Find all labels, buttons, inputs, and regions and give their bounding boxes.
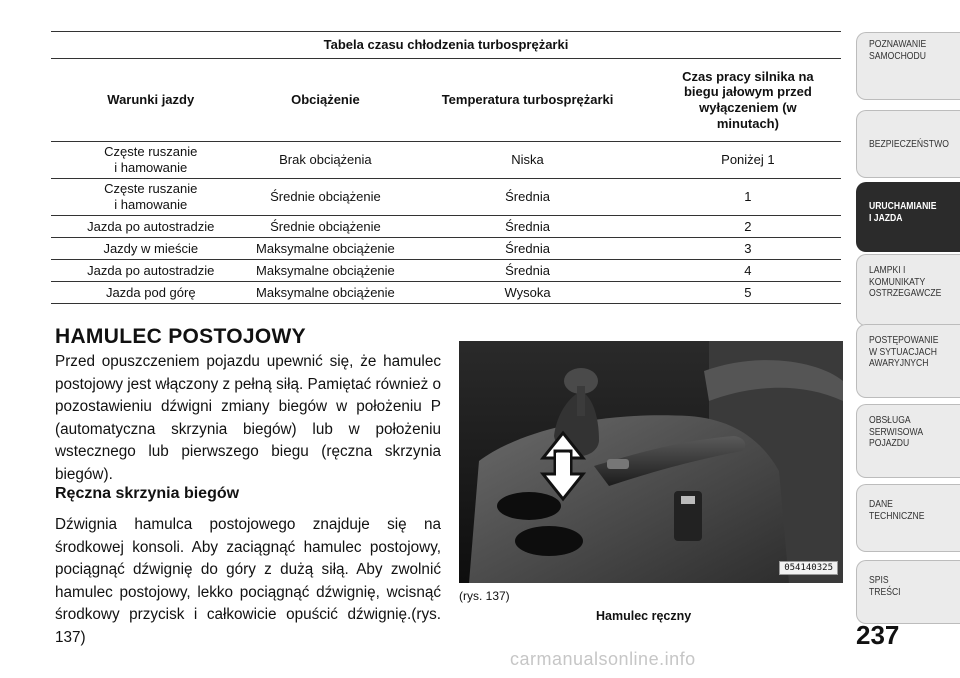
tab-warning-lights[interactable] (856, 254, 960, 326)
section-title: HAMULEC POSTOJOWY (55, 325, 306, 348)
table-cell: Średnia (400, 238, 655, 260)
header-idle-time: Czas pracy silnika na biegu jałowym przed wyłączeniem (w minutach) (655, 59, 841, 142)
tab-label: POSTĘPOWANIE W SYTUACJACH AWARYJNYCH (869, 334, 939, 369)
table-row (51, 179, 841, 216)
table-cell: Brak obciążenia (251, 142, 401, 179)
tab-label: LAMPKI I KOMUNIKATY OSTRZEGAWCZE (869, 264, 942, 299)
tab-starting-and-driving[interactable] (856, 182, 960, 252)
table-cell: Jazda po autostradzie (51, 216, 251, 238)
table-cell: Poniżej 1 (655, 142, 841, 179)
tab-label: BEZPIECZEŃSTWO (869, 138, 949, 150)
tab-getting-to-know-car[interactable] (856, 32, 960, 100)
table-cell: Częste ruszanie i hamowanie (51, 179, 251, 216)
table-cell: Średnia (400, 179, 655, 216)
table-cell: Jazda pod górę (51, 282, 251, 304)
intro-paragraph: Przed opuszczeniem pojazdu upewnić się, że hamulec postojowy jest włączony z pełną siłą. Pamiętać również o pozostawieniu dźwigni zmiany biegów w położeniu P (automatyczna skrzynia biegów) lub w położeniu wstecznego lub pierwszego biegu (ręczna skrzynia biegów). (55, 353, 441, 483)
table-cell: Jazda po autostradzie (51, 260, 251, 282)
page-number: 237 (856, 620, 900, 650)
watermark: carmanualsonline.info (510, 649, 696, 669)
header-turbo-temperature: Temperatura turbosprężarki (400, 59, 655, 142)
body-paragraph: Dźwignia hamulca postojowego znajduje się na środkowej konsoli. Aby zaciągnąć hamulec postojowy, pociągnąć dźwignię do góry z dużą siłą. Aby zwolnić hamulec postojowy, lekko pociągnąć dźwignię, wcisnąć środkowy przycisk i całkowicie opuścić dźwignię.(rys. 137) (55, 516, 441, 646)
tab-emergencies[interactable] (856, 324, 960, 398)
tab-contents[interactable] (856, 560, 960, 624)
table-cell: Średnie obciążenie (251, 216, 401, 238)
tab-label: URUCHAMIANIE I JAZDA (869, 200, 937, 224)
table-cell: Maksymalne obciążenie (251, 282, 401, 304)
tab-label: DANE TECHNICZNE (869, 498, 925, 522)
table-cell: Jazdy w mieście (51, 238, 251, 260)
table-cell: Częste ruszanie i hamowanie (51, 142, 251, 179)
table-cell: 5 (655, 282, 841, 304)
table-cell: 1 (655, 179, 841, 216)
figure-title: Hamulec ręczny (596, 609, 692, 623)
tab-label: POZNAWANIE SAMOCHODU (869, 38, 927, 62)
table-row (51, 260, 841, 282)
tab-technical-data[interactable] (856, 484, 960, 552)
table-cell: Wysoka (400, 282, 655, 304)
table-row (51, 216, 841, 238)
table-caption: Tabela czasu chłodzenia turbosprężarki (51, 32, 841, 59)
table-cell: 3 (655, 238, 841, 260)
tab-label: OBSŁUGA SERWISOWA POJAZDU (869, 414, 924, 449)
figure-code: 054140325 (779, 561, 838, 575)
header-driving-conditions: Warunki jazdy (51, 59, 251, 142)
table-row (51, 238, 841, 260)
table-cell: Średnia (400, 260, 655, 282)
tab-safety[interactable] (856, 110, 960, 178)
table-cell: 2 (655, 216, 841, 238)
figure-label: (rys. 137) (459, 589, 510, 603)
table-cell: Niska (400, 142, 655, 179)
table-row (51, 282, 841, 304)
subsection-title: Ręczna skrzynia biegów (55, 485, 240, 502)
tab-maintenance[interactable] (856, 404, 960, 478)
table-row (51, 142, 841, 179)
table-cell: Średnia (400, 216, 655, 238)
table-cell: Średnie obciążenie (251, 179, 401, 216)
table-cell: 4 (655, 260, 841, 282)
handbrake-photo (459, 341, 843, 583)
header-load: Obciążenie (251, 59, 401, 142)
table-cell: Maksymalne obciążenie (251, 238, 401, 260)
cooling-table (51, 31, 841, 304)
tab-label: SPIS TREŚCI (869, 574, 901, 598)
table-cell: Maksymalne obciążenie (251, 260, 401, 282)
